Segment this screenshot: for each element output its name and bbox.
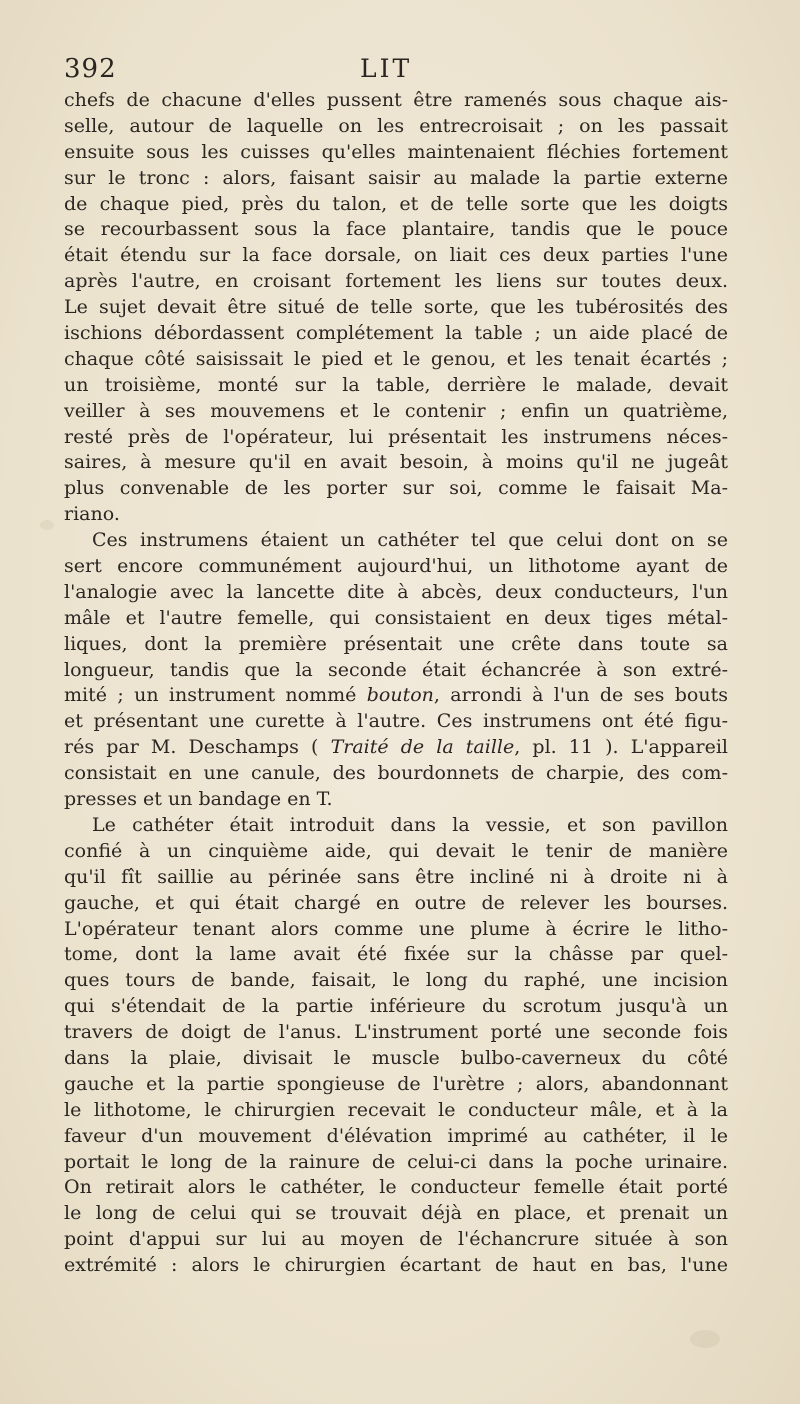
text-line: liques, dont la première présentait une crête dans toute sa: [64, 632, 728, 655]
text-line: gauche, et qui était chargé en outre de relever les bourses.: [64, 891, 728, 914]
text-line: longueur, tandis que la seconde était échancrée à son extré-: [64, 658, 728, 681]
text-line: L'opérateur tenant alors comme une plume à écrire le litho-: [64, 917, 728, 940]
text-line: extrémité : alors le chirurgien écartant de haut en bas, l'une: [64, 1254, 728, 1277]
page-number: 392: [64, 54, 117, 84]
text-line: chaque côté saisissait le pied et le genou, et les tenait écartés ;: [64, 347, 728, 370]
text-line: se recourbassent sous la face plantaire, tandis que le pouce: [64, 218, 728, 241]
text-line: faveur d'un mouvement d'élévation imprimé au cathéter, il le: [64, 1124, 728, 1147]
paragraph: [64, 813, 728, 1279]
text-line: un troisième, monté sur la table, derrière le malade, devait: [64, 373, 728, 396]
text-line: Le sujet devait être situé de telle sorte, que les tubérosités des: [64, 296, 728, 319]
text-line: le long de celui qui se trouvait déjà en place, et prenait un: [64, 1202, 728, 1225]
text-line: plus convenable de les porter sur soi, comme le faisait Ma-: [64, 477, 728, 500]
text-line: tome, dont la lame avait été fixée sur la châsse par quel-: [64, 943, 728, 966]
text-line: ischions débordassent complétement la table ; un aide placé de: [64, 322, 728, 345]
page-header: [0, 52, 800, 86]
paragraph: [64, 88, 728, 528]
paragraph: [64, 528, 728, 813]
text-line: Ces instrumens étaient un cathéter tel que celui dont on se: [92, 529, 728, 552]
text-line: confié à un cinquième aide, qui devait le tenir de manière: [64, 839, 728, 862]
paper-stain: [40, 520, 54, 530]
text-line: On retirait alors le cathéter, le conducteur femelle était porté: [64, 1176, 728, 1199]
text-line: chefs de chacune d'elles pussent être ramenés sous chaque ais-: [64, 89, 728, 111]
text-line: travers de doigt de l'anus. L'instrument porté une seconde fois: [64, 1021, 728, 1044]
text-line: mâle et l'autre femelle, qui consistaient en deux tiges métal-: [64, 606, 728, 629]
text-line: après l'autre, en croisant fortement les liens sur toutes deux.: [64, 270, 728, 293]
text-line: portait le long de la rainure de celui-ci dans la poche urinaire.: [64, 1150, 728, 1173]
text-line: le lithotome, le chirurgien recevait le conducteur mâle, et à la: [64, 1098, 728, 1121]
text-line: resté près de l'opérateur, lui présentait les instrumens néces-: [64, 425, 728, 448]
italic-title: Traité de la taille: [330, 736, 515, 759]
text-line: sert encore communément aujourd'hui, un lithotome ayant de: [64, 555, 728, 578]
text-line: presses et un bandage en T.: [64, 788, 333, 811]
text-line: et présentant une curette à l'autre. Ces instrumens ont été figu-: [64, 710, 728, 733]
text-line: dans la plaie, divisait le muscle bulbo-caverneux du côté: [64, 1046, 728, 1069]
text-line: gauche et la partie spongieuse de l'urètre ; alors, abandonnant: [64, 1072, 728, 1095]
text-line: saires, à mesure qu'il en avait besoin, à moins qu'il ne jugeât: [64, 451, 728, 474]
text-line: était étendu sur la face dorsale, on liait ces deux parties l'une: [64, 244, 728, 267]
paper-stain: [690, 1330, 720, 1348]
text-line: selle, autour de laquelle on les entrecroisait ; on les passait: [64, 114, 728, 137]
body-text: [64, 88, 728, 1279]
text-line: riano.: [64, 503, 120, 526]
text-line: ensuite sous les cuisses qu'elles maintenaient fléchies fortement: [64, 140, 728, 163]
text-line: rés par M. Deschamps ( Traité de la taille, pl. 11 ). L'appareil: [64, 736, 728, 759]
text-line: mité ; un instrument nommé bouton, arrondi à l'un de ses bouts: [64, 684, 728, 707]
text-line: point d'appui sur lui au moyen de l'échancrure située à son: [64, 1228, 728, 1251]
text-line: qui s'étendait de la partie inférieure du scrotum jusqu'à un: [64, 995, 728, 1018]
text-line: qu'il fît saillie au périnée sans être incliné ni à droite ni à: [64, 865, 728, 888]
text-line: l'analogie avec la lancette dite à abcès, deux conducteurs, l'un: [64, 580, 728, 603]
text-line: Le cathéter était introduit dans la vessie, et son pavillon: [92, 813, 728, 836]
text-line: ques tours de bande, faisait, le long du raphé, une incision: [64, 969, 728, 992]
text-line: sur le tronc : alors, faisant saisir au malade la partie externe: [64, 166, 728, 189]
text-line: consistait en une canule, des bourdonnets de charpie, des com-: [64, 762, 728, 785]
text-line: de chaque pied, près du talon, et de telle sorte que les doigts: [64, 192, 728, 215]
text-line: veiller à ses mouvemens et le contenir ; enfin un quatrième,: [64, 399, 728, 422]
running-head: LIT: [360, 54, 413, 83]
italic-title: bouton: [366, 684, 434, 707]
